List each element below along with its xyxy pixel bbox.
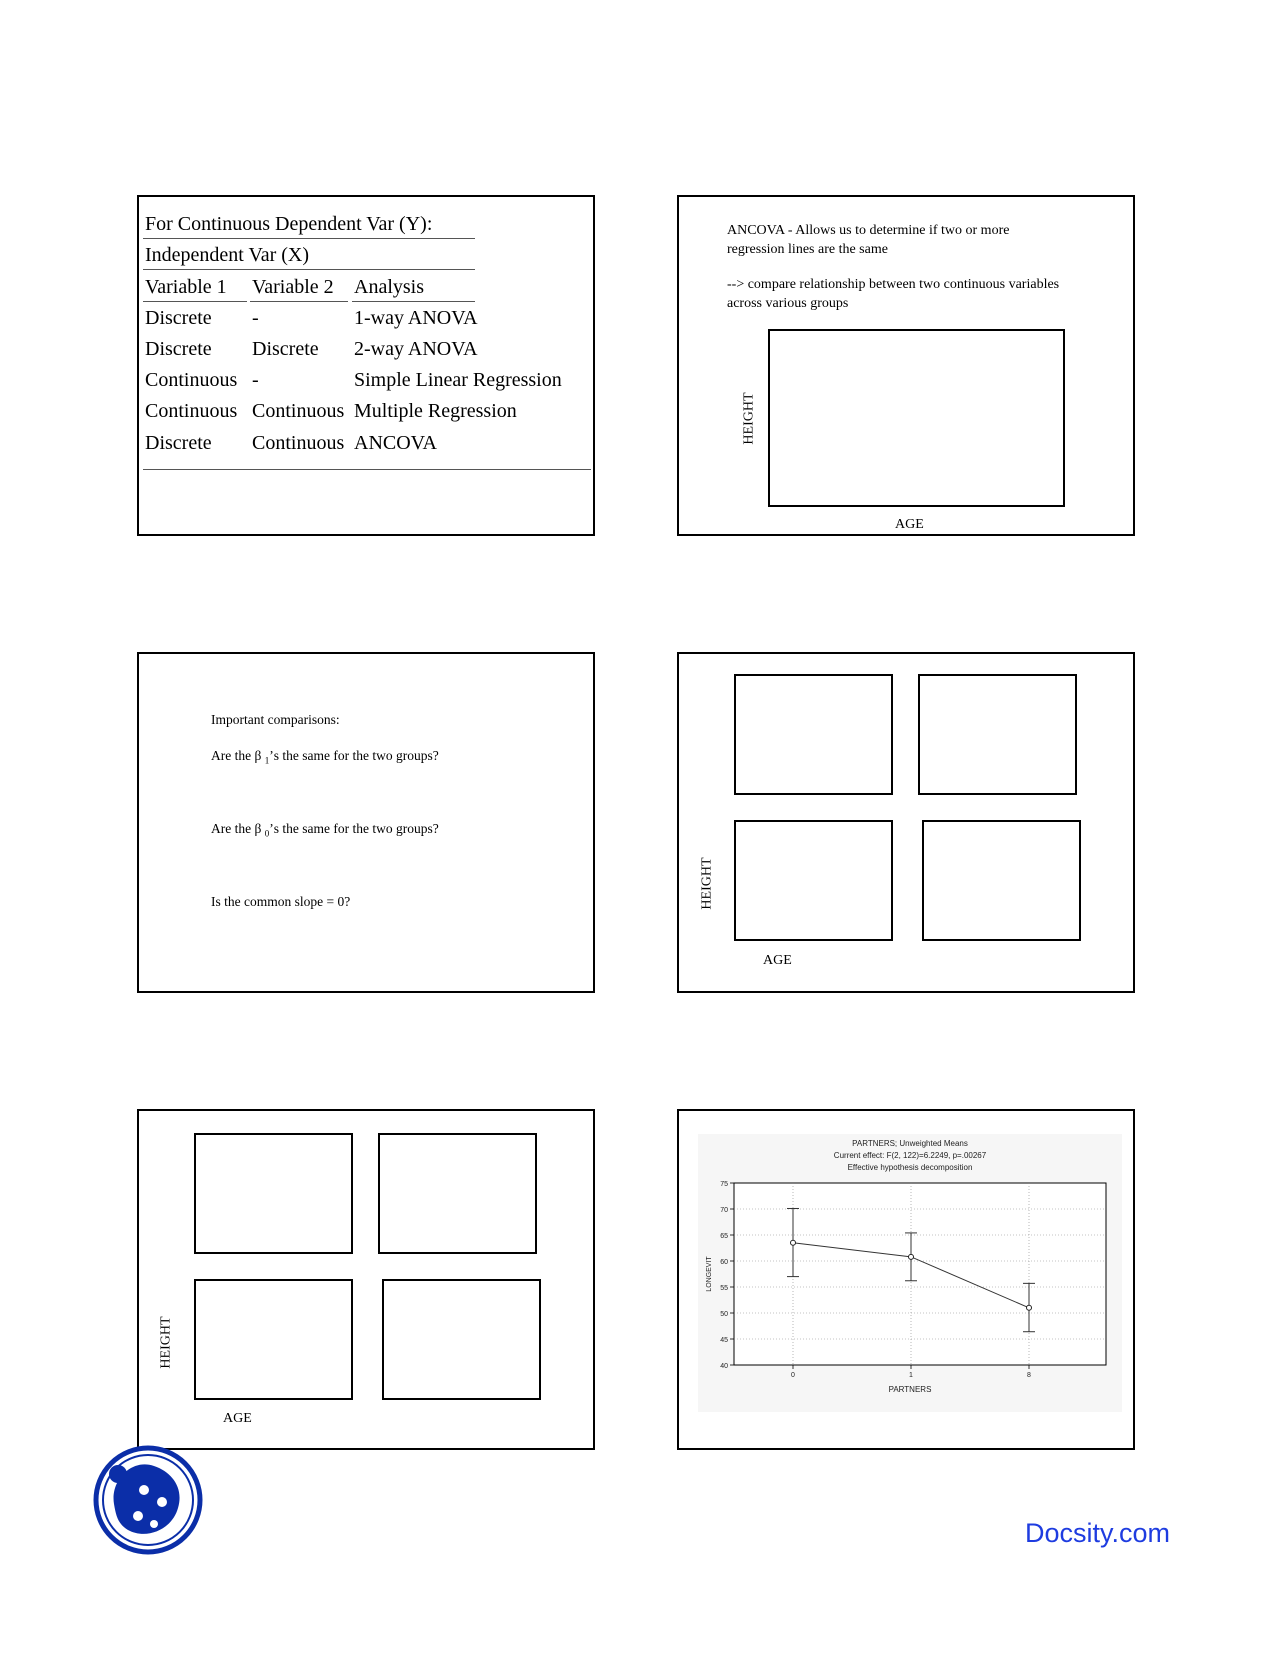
y-tick-label: 50 bbox=[720, 1311, 728, 1318]
question-text: Are the β bbox=[211, 748, 265, 763]
question-beta0 bbox=[211, 820, 439, 843]
table-cell: Continuous bbox=[145, 369, 238, 391]
plot-area bbox=[918, 674, 1077, 795]
plot-area bbox=[734, 820, 893, 941]
y-axis-label: HEIGHT bbox=[741, 392, 757, 445]
slide-text: across various groups bbox=[727, 296, 849, 311]
docsity-logo-icon bbox=[92, 1444, 204, 1556]
table-cell: - bbox=[252, 369, 259, 391]
y-tick-label: 70 bbox=[720, 1207, 728, 1214]
table-divider bbox=[143, 238, 475, 239]
y-tick-label: 40 bbox=[720, 1363, 728, 1370]
table-cell: Discrete bbox=[145, 338, 212, 360]
table-header: Variable 1 bbox=[145, 276, 227, 298]
plot-area bbox=[378, 1133, 537, 1254]
plot-area bbox=[734, 674, 893, 795]
question-text: ’s the same for the two groups? bbox=[269, 748, 439, 763]
slide-analysis-table bbox=[137, 195, 595, 536]
y-tick-label: 75 bbox=[720, 1181, 728, 1188]
table-cell: Multiple Regression bbox=[354, 400, 517, 422]
subscript: 1 bbox=[264, 755, 270, 766]
table-cell: Discrete bbox=[145, 432, 212, 454]
table-cell: 1-way ANOVA bbox=[354, 307, 478, 329]
table-title: For Continuous Dependent Var (Y): bbox=[145, 213, 433, 235]
y-axis-label: LONGEVIT bbox=[706, 1256, 713, 1292]
table-divider bbox=[143, 469, 591, 470]
slide-important-comparisons bbox=[137, 652, 595, 993]
table-divider bbox=[250, 301, 348, 302]
chart-panel bbox=[698, 1134, 1122, 1412]
data-point bbox=[1027, 1305, 1032, 1310]
question-text: ’s the same for the two groups? bbox=[269, 821, 439, 836]
question-common-slope: Is the common slope = 0? bbox=[211, 894, 351, 909]
data-point bbox=[909, 1254, 914, 1259]
table-divider bbox=[352, 301, 475, 302]
x-axis-label: AGE bbox=[223, 1411, 252, 1426]
table-cell: Continuous bbox=[252, 400, 345, 422]
y-tick-label: 65 bbox=[720, 1233, 728, 1240]
table-cell: - bbox=[252, 307, 259, 329]
table-subtitle: Independent Var (X) bbox=[145, 244, 310, 266]
plot-area bbox=[194, 1133, 353, 1254]
slide-ancova-intro bbox=[677, 195, 1135, 536]
table-divider bbox=[143, 269, 475, 270]
slide-text: --> compare relationship between two continuous variables bbox=[727, 277, 1060, 292]
question-beta1 bbox=[211, 747, 439, 770]
table-header: Analysis bbox=[354, 276, 424, 298]
table-cell: Continuous bbox=[252, 432, 345, 454]
slide-heading: Important comparisons: bbox=[211, 712, 340, 727]
plot-area bbox=[382, 1279, 541, 1400]
y-tick-label: 60 bbox=[720, 1259, 728, 1266]
x-tick-label: 1 bbox=[909, 1372, 913, 1379]
plot-area bbox=[922, 820, 1081, 941]
y-axis-label: HEIGHT bbox=[699, 857, 715, 910]
chart-subtitle: Current effect: F(2, 122)=6.2249, p=.00267 bbox=[833, 1151, 987, 1160]
slide-four-plots bbox=[137, 1109, 595, 1450]
x-tick-label: 0 bbox=[791, 1372, 795, 1379]
x-tick-label: 8 bbox=[1027, 1372, 1031, 1379]
table-divider bbox=[143, 301, 247, 302]
table-cell: ANCOVA bbox=[354, 432, 437, 454]
table-cell: Discrete bbox=[145, 307, 212, 329]
docsity-brand-link[interactable]: Docsity.com bbox=[1025, 1518, 1171, 1548]
table-cell: Simple Linear Regression bbox=[354, 369, 562, 391]
chart-title: PARTNERS; Unweighted Means bbox=[852, 1139, 968, 1148]
subscript: 0 bbox=[264, 828, 270, 839]
chart-subtitle: Effective hypothesis decomposition bbox=[847, 1163, 973, 1172]
table-cell: 2-way ANOVA bbox=[354, 338, 478, 360]
slide-means-chart bbox=[677, 1109, 1135, 1450]
data-point bbox=[791, 1240, 796, 1245]
slide-text: ANCOVA - Allows us to determine if two or more bbox=[727, 223, 1010, 238]
table-header: Variable 2 bbox=[252, 276, 334, 298]
y-tick-label: 55 bbox=[720, 1285, 728, 1292]
table-cell: Discrete bbox=[252, 338, 319, 360]
x-axis-label: PARTNERS bbox=[888, 1385, 932, 1394]
chart-svg bbox=[698, 1134, 1122, 1412]
slide-four-plots bbox=[677, 652, 1135, 993]
x-axis-label: AGE bbox=[895, 517, 924, 532]
plot-area bbox=[768, 329, 1065, 507]
plot-area bbox=[194, 1279, 353, 1400]
plot-frame bbox=[734, 1183, 1106, 1365]
y-tick-label: 45 bbox=[720, 1337, 728, 1344]
question-text: Are the β bbox=[211, 821, 265, 836]
y-axis-label: HEIGHT bbox=[158, 1316, 174, 1369]
slide-text: regression lines are the same bbox=[727, 242, 888, 257]
x-axis-label: AGE bbox=[763, 953, 792, 968]
table-cell: Continuous bbox=[145, 400, 238, 422]
